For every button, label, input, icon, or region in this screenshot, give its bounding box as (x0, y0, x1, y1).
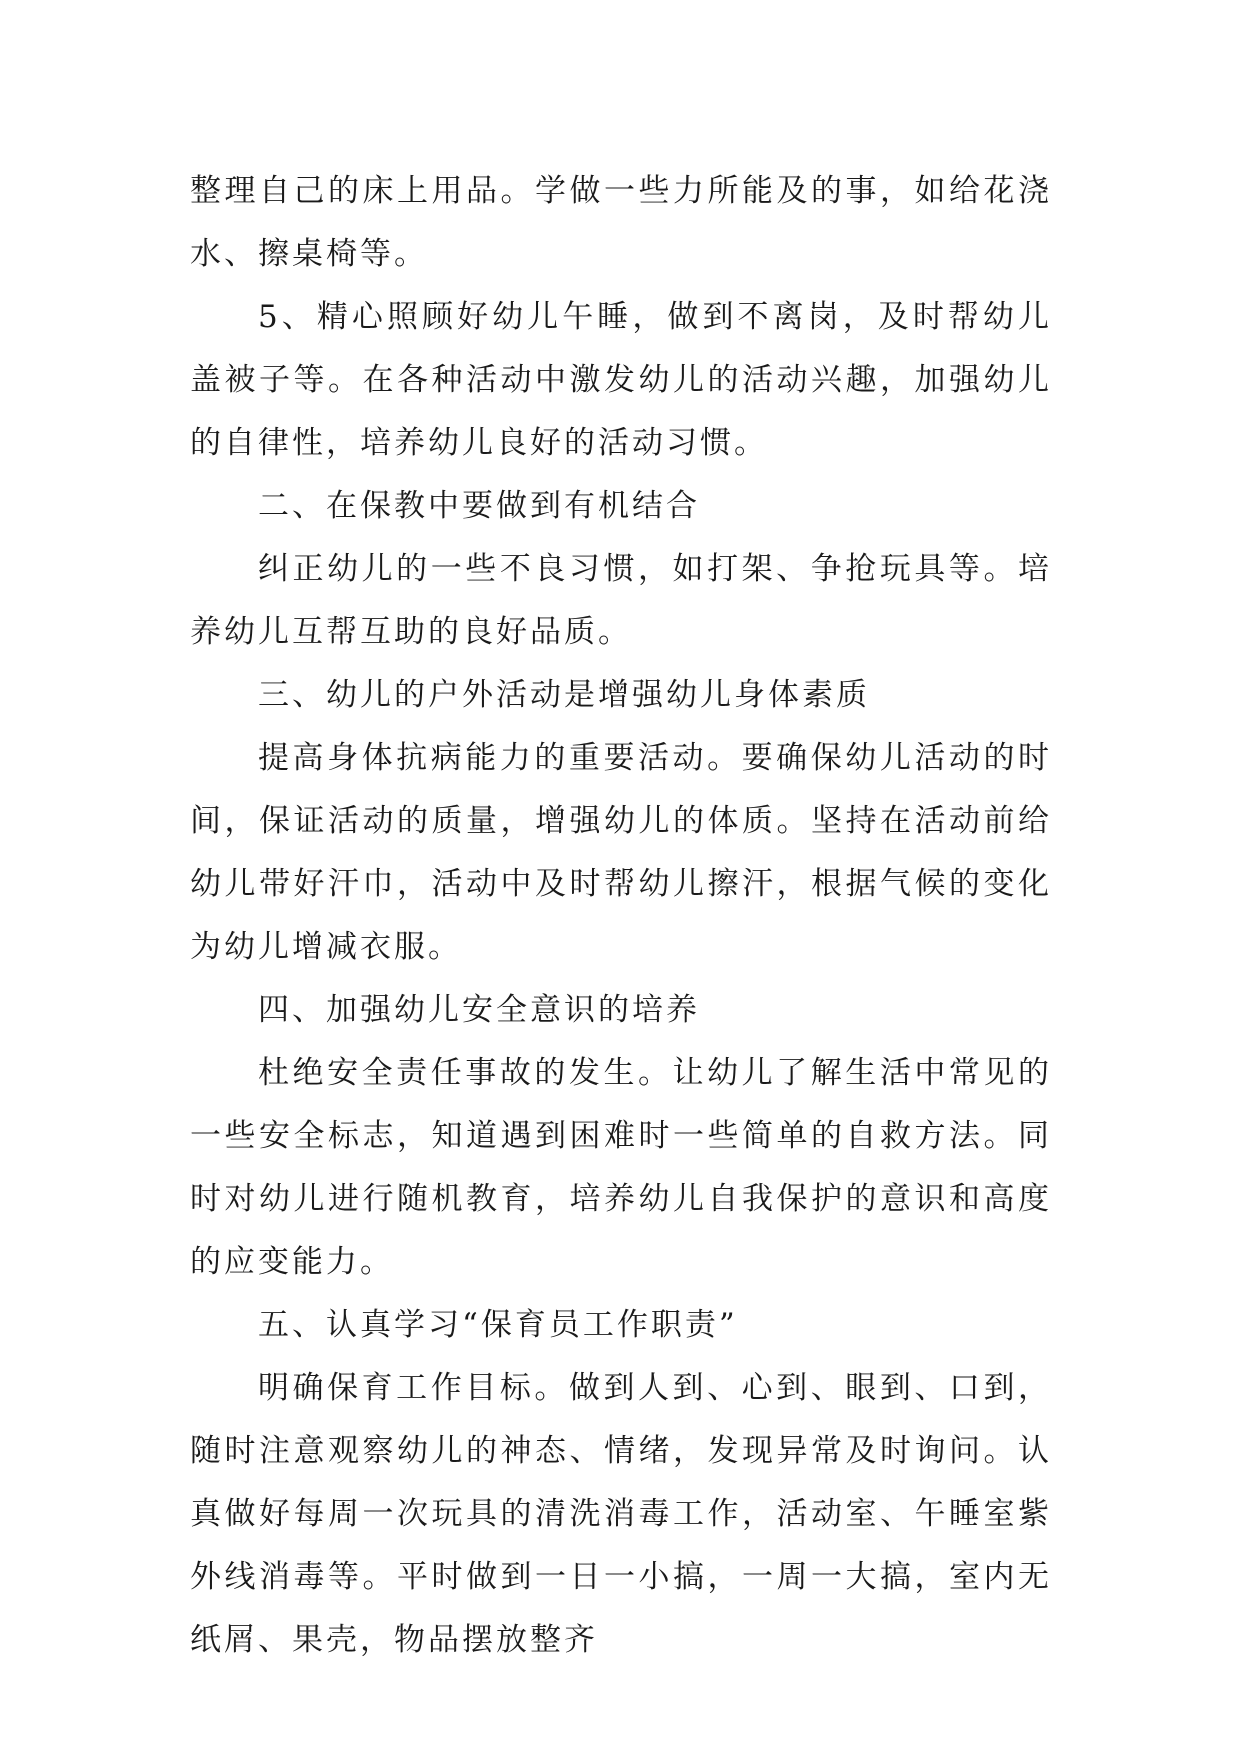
section-heading-5: 五、认真学习“保育员工作职责” (258, 1307, 738, 1343)
paragraph-5: 杜绝安全责任事故的发生。让幼儿了解生活中常见的一些安全标志，知道遇到困难时一些简单的自救方法。同时对幼儿进行随机教育，培养幼儿自我保护的意识和高度的应变能力。 (190, 1055, 1052, 1280)
paragraph-2: 5、精心照顾好幼儿午睡，做到不离岗，及时帮幼儿盖被子等。在各种活动中激发幼儿的活动兴趣，加强幼儿的自律性，培养幼儿良好的活动习惯。 (190, 299, 1052, 461)
paragraph-4: 提高身体抗病能力的重要活动。要确保幼儿活动的时间，保证活动的质量，增强幼儿的体质。坚持在活动前给幼儿带好汗巾，活动中及时帮幼儿擦汗，根据气候的变化为幼儿增减衣服。 (190, 740, 1052, 965)
section-heading-3: 三、幼儿的户外活动是增强幼儿身体素质 (258, 677, 870, 713)
paragraph-3: 纠正幼儿的一些不良习惯，如打架、争抢玩具等。培养幼儿互帮互助的良好品质。 (190, 551, 1052, 650)
paragraph-6: 明确保育工作目标。做到人到、心到、眼到、口到，随时注意观察幼儿的神态、情绪，发现异常及时询问。认真做好每周一次玩具的清洗消毒工作，活动室、午睡室紫外线消毒等。平时做到一日一小搞，一周一大搞，室内无纸屑、果壳，物品摆放整齐 (190, 1370, 1052, 1658)
document-body (190, 160, 1052, 1672)
section-heading-4: 四、加强幼儿安全意识的培养 (258, 992, 700, 1028)
section-heading-2: 二、在保教中要做到有机结合 (258, 488, 700, 524)
paragraph-1: 整理自己的床上用品。学做一些力所能及的事，如给花浇水、擦桌椅等。 (190, 173, 1052, 272)
